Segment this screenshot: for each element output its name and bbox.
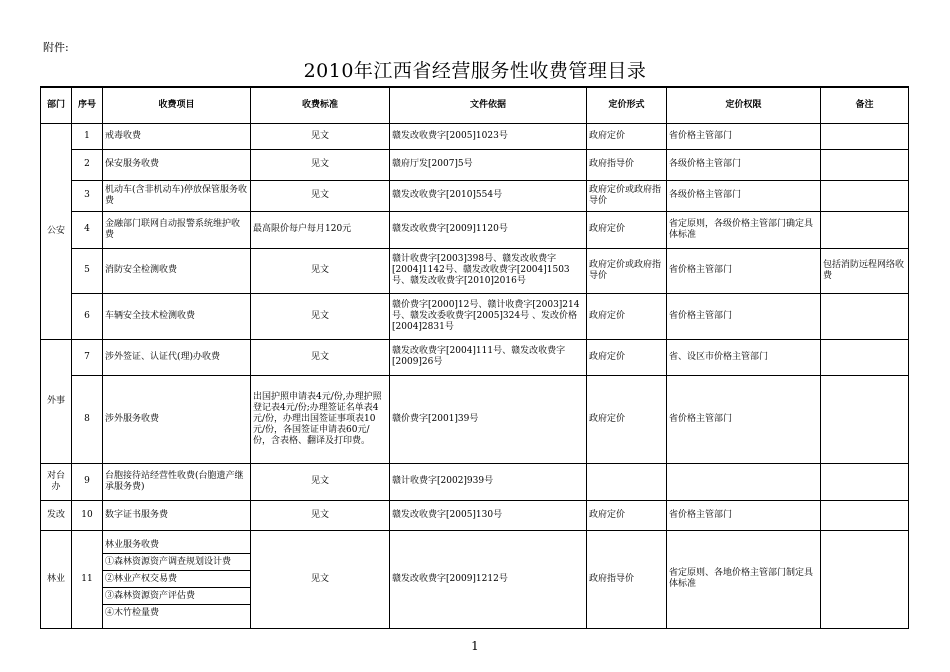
row-standard: 出国护照申请表4元/份,办理护照登记表4元/份;办理签证名单表4元/份，办理出国签证事项表10元/份，各国签证申请表60元/份，含表格、翻译及打印费。 [251, 375, 390, 463]
row-pricing-form: 政府定价或政府指导价 [587, 248, 667, 293]
row-basis: 赣发改收费字[2010]554号 [390, 180, 587, 211]
row-remark [821, 149, 909, 180]
row-authority: 省价格主管部门 [667, 500, 821, 530]
sub-item: ②林业产权交易费 [103, 570, 250, 587]
row-remark [821, 375, 909, 463]
row-remark [821, 339, 909, 375]
dept-cell: 发改 [41, 500, 72, 530]
row-authority: 省价格主管部门 [667, 375, 821, 463]
row-item: 戒毒收费 [103, 123, 251, 149]
row-no: 2 [72, 149, 103, 180]
sub-item: 林业服务收费 [105, 540, 160, 550]
header-dept: 部门 [41, 87, 72, 123]
row-basis: 赣府厅发[2007]5号 [390, 149, 587, 180]
row-item: 车辆安全技术检测收费 [103, 293, 251, 339]
row-basis: 赣发改收费字[2005]1023号 [390, 123, 587, 149]
row-standard: 见文 [251, 149, 390, 180]
row-item-list [103, 530, 251, 628]
row-standard: 见文 [251, 530, 390, 628]
header-row [41, 87, 909, 123]
row-no: 11 [72, 530, 103, 628]
row-pricing-form: 政府定价 [587, 293, 667, 339]
row-basis: 赣发改收费字[2004]111号、赣发改收费字[2009]26号 [390, 339, 587, 375]
row-basis: 赣发改收费字[2005]130号 [390, 500, 587, 530]
row-item: 金融部门联网自动报警系统维护收费 [103, 211, 251, 248]
row-basis: 赣发改收费字[2009]1212号 [390, 530, 587, 628]
row-authority: 省价格主管部门 [667, 293, 821, 339]
row-authority: 省价格主管部门 [667, 123, 821, 149]
row-remark [821, 293, 909, 339]
table-row [41, 248, 909, 293]
row-no: 6 [72, 293, 103, 339]
sub-item: ③森林资源资产评估费 [103, 587, 250, 604]
table-row [41, 293, 909, 339]
row-no: 3 [72, 180, 103, 211]
row-remark: 包括消防远程网络收费 [821, 248, 909, 293]
table-row [41, 530, 909, 628]
header-no: 序号 [72, 87, 103, 123]
header-basis: 文件依据 [390, 87, 587, 123]
sub-item: ④木竹检量费 [103, 604, 250, 621]
row-pricing-form: 政府定价或政府指导价 [587, 180, 667, 211]
row-standard: 见文 [251, 180, 390, 211]
row-remark [821, 500, 909, 530]
page-number: 1 [471, 639, 479, 653]
table-row [41, 123, 909, 149]
attachment-label: 附件: [43, 41, 69, 54]
row-authority: 省定原则、各地价格主管部门制定具体标准 [667, 530, 821, 628]
row-standard: 见文 [251, 293, 390, 339]
row-authority: 省、设区市价格主管部门 [667, 339, 821, 375]
table-row [41, 339, 909, 375]
header-authority: 定价权限 [667, 87, 821, 123]
table-row [41, 180, 909, 211]
row-pricing-form: 政府定价 [587, 339, 667, 375]
row-item: 涉外服务收费 [103, 375, 251, 463]
row-item: 台胞接待站经营性收费(台胞遗产继承服务费) [103, 463, 251, 500]
row-authority: 省定原则，各级价格主管部门确定具体标准 [667, 211, 821, 248]
row-authority: 各级价格主管部门 [667, 180, 821, 211]
row-basis: 赣计收费字[2003]398号、赣发改收费字[2004]1142号、赣发改收费字[2004]1503号、赣发改收费字[2010]2016号 [390, 248, 587, 293]
row-no: 7 [72, 339, 103, 375]
row-remark [821, 530, 909, 628]
dept-cell: 公安 [41, 123, 72, 339]
row-basis: 赣发改收费字[2009]1120号 [390, 211, 587, 248]
row-basis: 赣计收费字[2002]939号 [390, 463, 587, 500]
header-item: 收费项目 [103, 87, 251, 123]
row-remark [821, 463, 909, 500]
row-no: 10 [72, 500, 103, 530]
page-title: 2010年江西省经营服务性收费管理目录 [303, 60, 647, 82]
row-pricing-form: 政府定价 [587, 375, 667, 463]
row-no: 8 [72, 375, 103, 463]
row-no: 1 [72, 123, 103, 149]
row-standard: 见文 [251, 500, 390, 530]
row-no: 9 [72, 463, 103, 500]
table-row [41, 463, 909, 500]
row-standard: 见文 [251, 123, 390, 149]
row-no: 5 [72, 248, 103, 293]
row-item: 数字证书服务费 [103, 500, 251, 530]
row-basis: 赣价费字[2001]39号 [390, 375, 587, 463]
row-pricing-form: 政府定价 [587, 500, 667, 530]
table-row [41, 500, 909, 530]
row-remark [821, 180, 909, 211]
row-item: 保安服务收费 [103, 149, 251, 180]
header-pricing-form: 定价形式 [587, 87, 667, 123]
row-pricing-form: 政府指导价 [587, 530, 667, 628]
dept-cell: 外事 [41, 339, 72, 463]
row-pricing-form [587, 463, 667, 500]
row-item: 涉外签证、认证代(理)办收费 [103, 339, 251, 375]
row-authority: 各级价格主管部门 [667, 149, 821, 180]
table-row [41, 149, 909, 180]
header-standard: 收费标准 [251, 87, 390, 123]
sub-item: ①森林资源资产调查规划设计费 [103, 553, 250, 570]
table-row [41, 211, 909, 248]
table-row [41, 375, 909, 463]
row-standard: 见文 [251, 248, 390, 293]
fee-catalog-table [40, 86, 909, 629]
row-standard: 见文 [251, 339, 390, 375]
dept-cell: 林业 [41, 530, 72, 628]
row-authority: 省价格主管部门 [667, 248, 821, 293]
row-standard: 最高限价每户每月120元 [251, 211, 390, 248]
row-pricing-form: 政府指导价 [587, 149, 667, 180]
row-authority [667, 463, 821, 500]
row-standard: 见文 [251, 463, 390, 500]
row-item: 消防安全检测收费 [103, 248, 251, 293]
row-basis: 赣价费字[2000]12号、赣计收费字[2003]214号、赣发改委收费字[2005]324号 、发改价格[2004]2831号 [390, 293, 587, 339]
header-remark: 备注 [821, 87, 909, 123]
row-pricing-form: 政府定价 [587, 211, 667, 248]
row-remark [821, 123, 909, 149]
dept-cell: 对台办 [41, 463, 72, 500]
row-remark [821, 211, 909, 248]
row-no: 4 [72, 211, 103, 248]
row-item: 机动车(含非机动车)停放保管服务收费 [103, 180, 251, 211]
row-pricing-form: 政府定价 [587, 123, 667, 149]
